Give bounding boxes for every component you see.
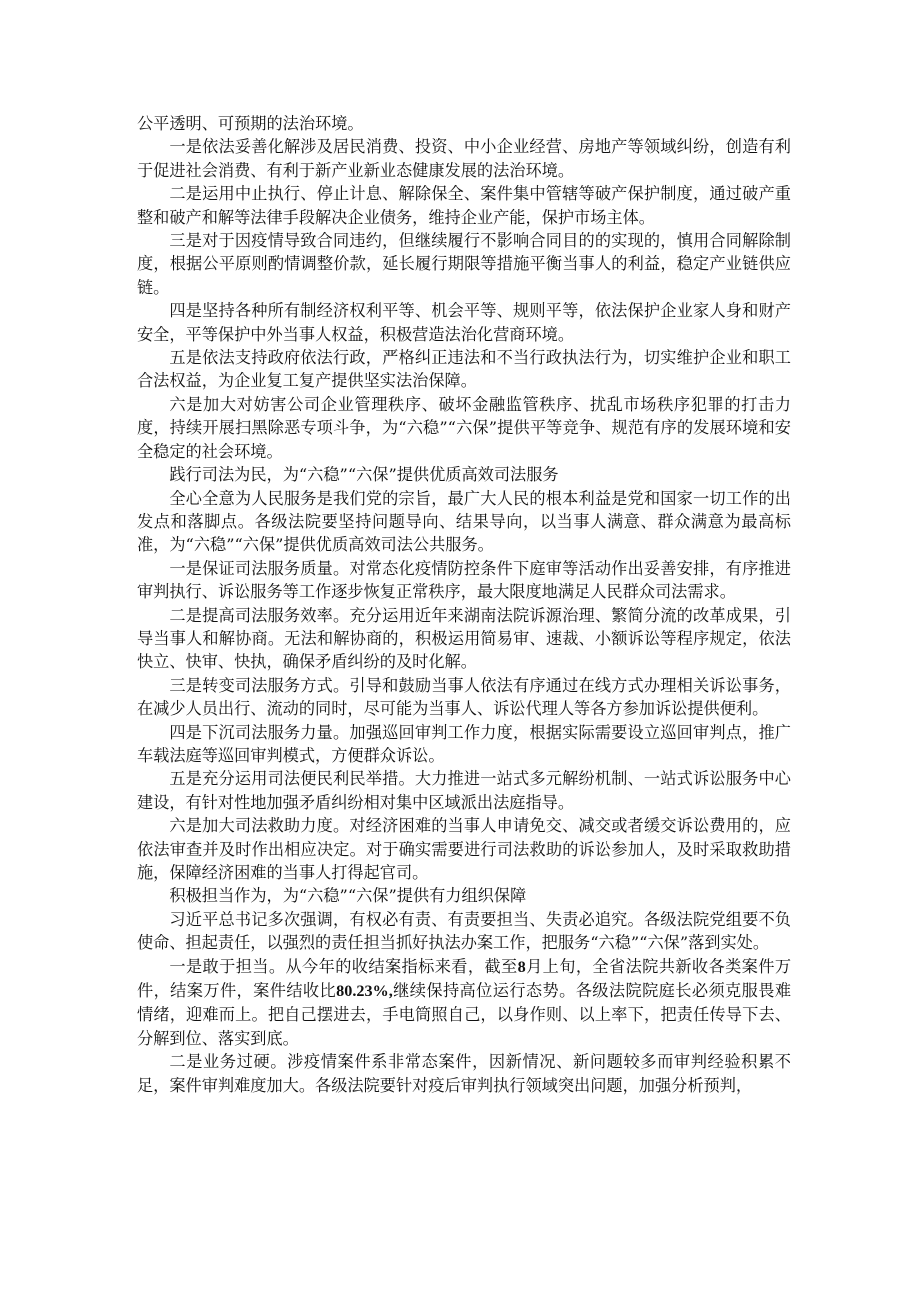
paragraph-3: 二是运用中止执行、停止计息、解除保全、案件集中管辖等破产保护制度，通过破产重整和破产和解等法律手段解决企业债务，维持企业产能，保护市场主体。 [137, 184, 791, 227]
paragraph-4: 三是对于因疫情导致合同违约，但继续履行不影响合同目的的实现的，慎用合同解除制度，根据公平原则酌情调整价款，延长履行期限等措施平衡当事人的利益，稳定产业链供应链。 [137, 231, 791, 297]
paragraph-10: 一是保证司法服务质量。对常态化疫情防控条件下庭审等活动作出妥善安排，有序推进审判执行、诉讼服务等工作逐步恢复正常秩序，最大限度地满足人民群众司法需求。 [137, 558, 791, 602]
paragraph-14: 五是充分运用司法便民利民举措。大力推进一站式多元解纷机制、一站式诉讼服务中心建设，有针对性地加强矛盾纠纷相对集中区域派出法庭指导。 [137, 769, 791, 812]
section-heading-1: 践行司法为民，为“六稳”“六保”提供优质高效司法服务 [169, 465, 559, 485]
paragraph-15: 六是加大司法救助力度。对经济困难的当事人申请免交、减交或者缓交诉讼费用的，应依法审查并及时作出相应决定。对于确实需要进行司法救助的诉讼参加人，及时采取救助措施，保障经济困难的当事人打得起官司。 [137, 816, 791, 882]
paragraph-9: 全心全意为人民服务是我们党的宗旨，最广大人民的根本利益是党和国家一切工作的出发点和落脚点。各级法院要坚持问题导向、结果导向，以当事人满意、群众满意为最高标准，为“六稳”“六保”提供优质高效司法公共服务。 [137, 488, 791, 555]
paragraph-7: 六是加大对妨害公司企业管理秩序、破坏金融监管秩序、扰乱市场秩序犯罪的打击力度，持续开展扫黑除恶专项斗争，为“六稳”“六保”提供平等竞争、规范有序的发展环境和安全稳定的社会环境。 [137, 394, 791, 461]
document-body [137, 112, 791, 1097]
p18-bold-ratio: 80.23%, [336, 982, 393, 1001]
paragraph-19: 二是业务过硬。涉疫情案件系非常态案件，因新情况、新问题较多而审判经验积累不足，案件审判难度加大。各级法院要针对疫后审判执行领域突出问题，加强分析预判， [137, 1052, 791, 1095]
paragraph-2: 一是依法妥善化解涉及居民消费、投资、中小企业经营、房地产等领域纠纷，创造有利于促进社会消费、有利于新产业新业态健康发展的法治环境。 [137, 137, 791, 180]
section-heading-2: 积极担当作为，为“六稳”“六保”提供有力组织保障 [169, 886, 527, 906]
paragraph-12: 三是转变司法服务方式。引导和鼓励当事人依法有序通过在线方式办理相关诉讼事务，在减少人员出行、流动的同时，尽可能为当事人、诉讼代理人等各方参加诉讼提供便利。 [137, 675, 791, 719]
p18-text-2: 月上旬，全省法院共新收各类案件万件，结案万件，案件结收比 [137, 956, 792, 1001]
p18-text-1: 一是敢于担当。从今年的收结案指标来看，截至 [169, 956, 518, 976]
paragraph-18 [137, 955, 791, 1051]
paragraph-11: 二是提高司法服务效率。充分运用近年来湖南法院诉源治理、繁简分流的改革成果，引导当事人和解协商。无法和解协商的，积极运用简易审、速裁、小额诉讼等程序规定，依法快立、快审、快执，确保矛盾纠纷的及时化解。 [137, 605, 791, 672]
p18-text-3: 继续保持高位运行态势。各级法院院庭长必须克服畏难情绪，迎难而上。把自己摆进去，手电筒照自己，以身作则、以上率下，把责任传导下去、分解到位、落实到底。 [137, 981, 792, 1048]
paragraph-5: 四是坚持各种所有制经济权利平等、机会平等、规则平等，依法保护企业家人身和财产安全，平等保护中外当事人权益，积极营造法治化营商环境。 [137, 301, 791, 344]
paragraph-17: 习近平总书记多次强调，有权必有责、有责要担当、失责必追究。各级法院党组要不负使命、担起责任，以强烈的责任担当抓好执法办案工作，把服务“六稳”“六保”落到实处。 [137, 909, 791, 953]
paragraph-6: 五是依法支持政府依法行政，严格纠正违法和不当行政执法行为，切实维护企业和职工合法权益，为企业复工复产提供坚实法治保障。 [137, 348, 791, 391]
paragraph-1: 公平透明、可预期的法治环境。 [137, 114, 364, 133]
p18-bold-month: 8 [517, 957, 526, 976]
paragraph-13: 四是下沉司法服务力量。加强巡回审判工作力度，根据实际需要设立巡回审判点，推广车载法庭等巡回审判模式，方便群众诉讼。 [137, 722, 791, 765]
